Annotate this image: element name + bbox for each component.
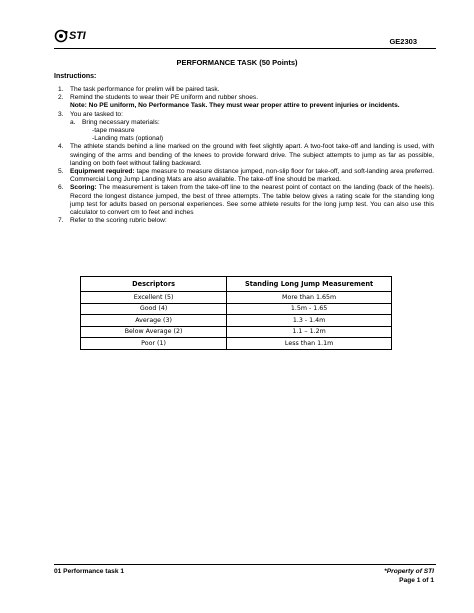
footer-divider bbox=[54, 564, 436, 565]
course-code: GE2303 bbox=[389, 37, 417, 46]
item-label: Scoring: bbox=[70, 184, 97, 192]
item-number: 5. bbox=[58, 168, 64, 176]
item-text: You are tasked to: bbox=[70, 110, 123, 118]
column-header: Descriptors bbox=[81, 277, 227, 292]
list-item bbox=[54, 111, 434, 144]
table-row bbox=[81, 292, 392, 304]
sti-logo-icon bbox=[54, 29, 68, 43]
list-item bbox=[54, 94, 434, 110]
descriptor-cell: Poor (1) bbox=[81, 338, 227, 350]
logo-text: STI bbox=[69, 30, 86, 42]
list-item bbox=[54, 168, 434, 184]
list-item bbox=[54, 86, 434, 94]
list-item bbox=[54, 184, 434, 217]
table-row bbox=[81, 338, 392, 350]
footer-document-name: 01 Performance task 1 bbox=[54, 568, 125, 575]
note-text: Note: No PE uniform, No Performance Task. They must wear proper attire to prevent injuries or incidents. bbox=[70, 102, 400, 110]
measurement-cell: 1.5m - 1.65 bbox=[227, 303, 392, 315]
header-divider bbox=[54, 48, 436, 49]
instructions-list bbox=[54, 86, 434, 225]
item-number: 6. bbox=[58, 184, 64, 192]
descriptor-cell: Below Average (2) bbox=[81, 326, 227, 338]
list-item bbox=[54, 217, 434, 225]
item-number: 7. bbox=[58, 217, 64, 225]
item-number: 3. bbox=[58, 110, 64, 118]
table-row bbox=[81, 326, 392, 338]
property-notice: *Property of STI bbox=[384, 568, 434, 575]
descriptor-cell: Good (4) bbox=[81, 303, 227, 315]
table-row bbox=[81, 303, 392, 315]
item-number: 1. bbox=[58, 86, 64, 93]
column-header: Standing Long Jump Measurement bbox=[227, 277, 392, 292]
sub-item bbox=[70, 119, 434, 127]
item-text: The athlete stands behind a line marked on the ground with feet slightly apart. A two-foot take-off and landing is used, with swinging of the arms and bending of the knees to provide forward drive. The subject attempts to jump as far as possible, landing on both feet without falling backward. bbox=[70, 143, 434, 167]
item-number: 4. bbox=[58, 143, 64, 151]
descriptor-cell: Average (3) bbox=[81, 315, 227, 327]
measurement-cell: 1.3 - 1.4m bbox=[227, 315, 392, 327]
item-text: Refer to the scoring rubric below: bbox=[70, 217, 167, 225]
list-item bbox=[54, 143, 434, 168]
item-label: Equipment required: bbox=[70, 168, 135, 176]
page-number: Page 1 of 1 bbox=[399, 576, 434, 584]
sub-item-letter: a. bbox=[70, 118, 76, 126]
item-text: Remind the students to wear their PE uniform and rubber shoes. bbox=[70, 94, 259, 102]
table-row bbox=[81, 315, 392, 327]
instructions-heading: Instructions: bbox=[54, 73, 97, 80]
item-number: 2. bbox=[58, 94, 64, 102]
descriptor-cell: Excellent (5) bbox=[81, 292, 227, 304]
measurement-cell: More than 1.65m bbox=[227, 292, 392, 304]
item-text: The measurement is taken from the take-off line to the nearest point of contact on the landing (back of the heels). Record the longest distance jumped, the best of three attempts. The table below gives a rating scale for the standing long jump test for adults based on personal experiences. See some athlete results for the long jump test. You can also use this calculator to convert cm to feet and inches bbox=[70, 184, 434, 217]
measurement-cell: Less than 1.1m bbox=[227, 338, 392, 350]
page-title: PERFORMANCE TASK (50 Points) bbox=[176, 58, 298, 67]
material-item: -Landing mats (optional) bbox=[92, 135, 164, 143]
scoring-rubric-table bbox=[80, 276, 392, 350]
table-header-row bbox=[81, 277, 392, 292]
item-text: The task performance for prelim will be paired task. bbox=[70, 86, 220, 93]
footer-right bbox=[384, 568, 434, 585]
sub-item-text: Bring necessary materials: bbox=[82, 118, 160, 126]
material-item: -tape measure bbox=[92, 127, 135, 135]
measurement-cell: 1.1 – 1.2m bbox=[227, 326, 392, 338]
sti-logo bbox=[54, 29, 86, 43]
item-text: tape measure to measure distance jumped, non-slip floor for take-off, and soft-landing area preferred. Commercial Long Jump Landing Mats are also available. The take-off line should be marked. bbox=[70, 168, 435, 184]
